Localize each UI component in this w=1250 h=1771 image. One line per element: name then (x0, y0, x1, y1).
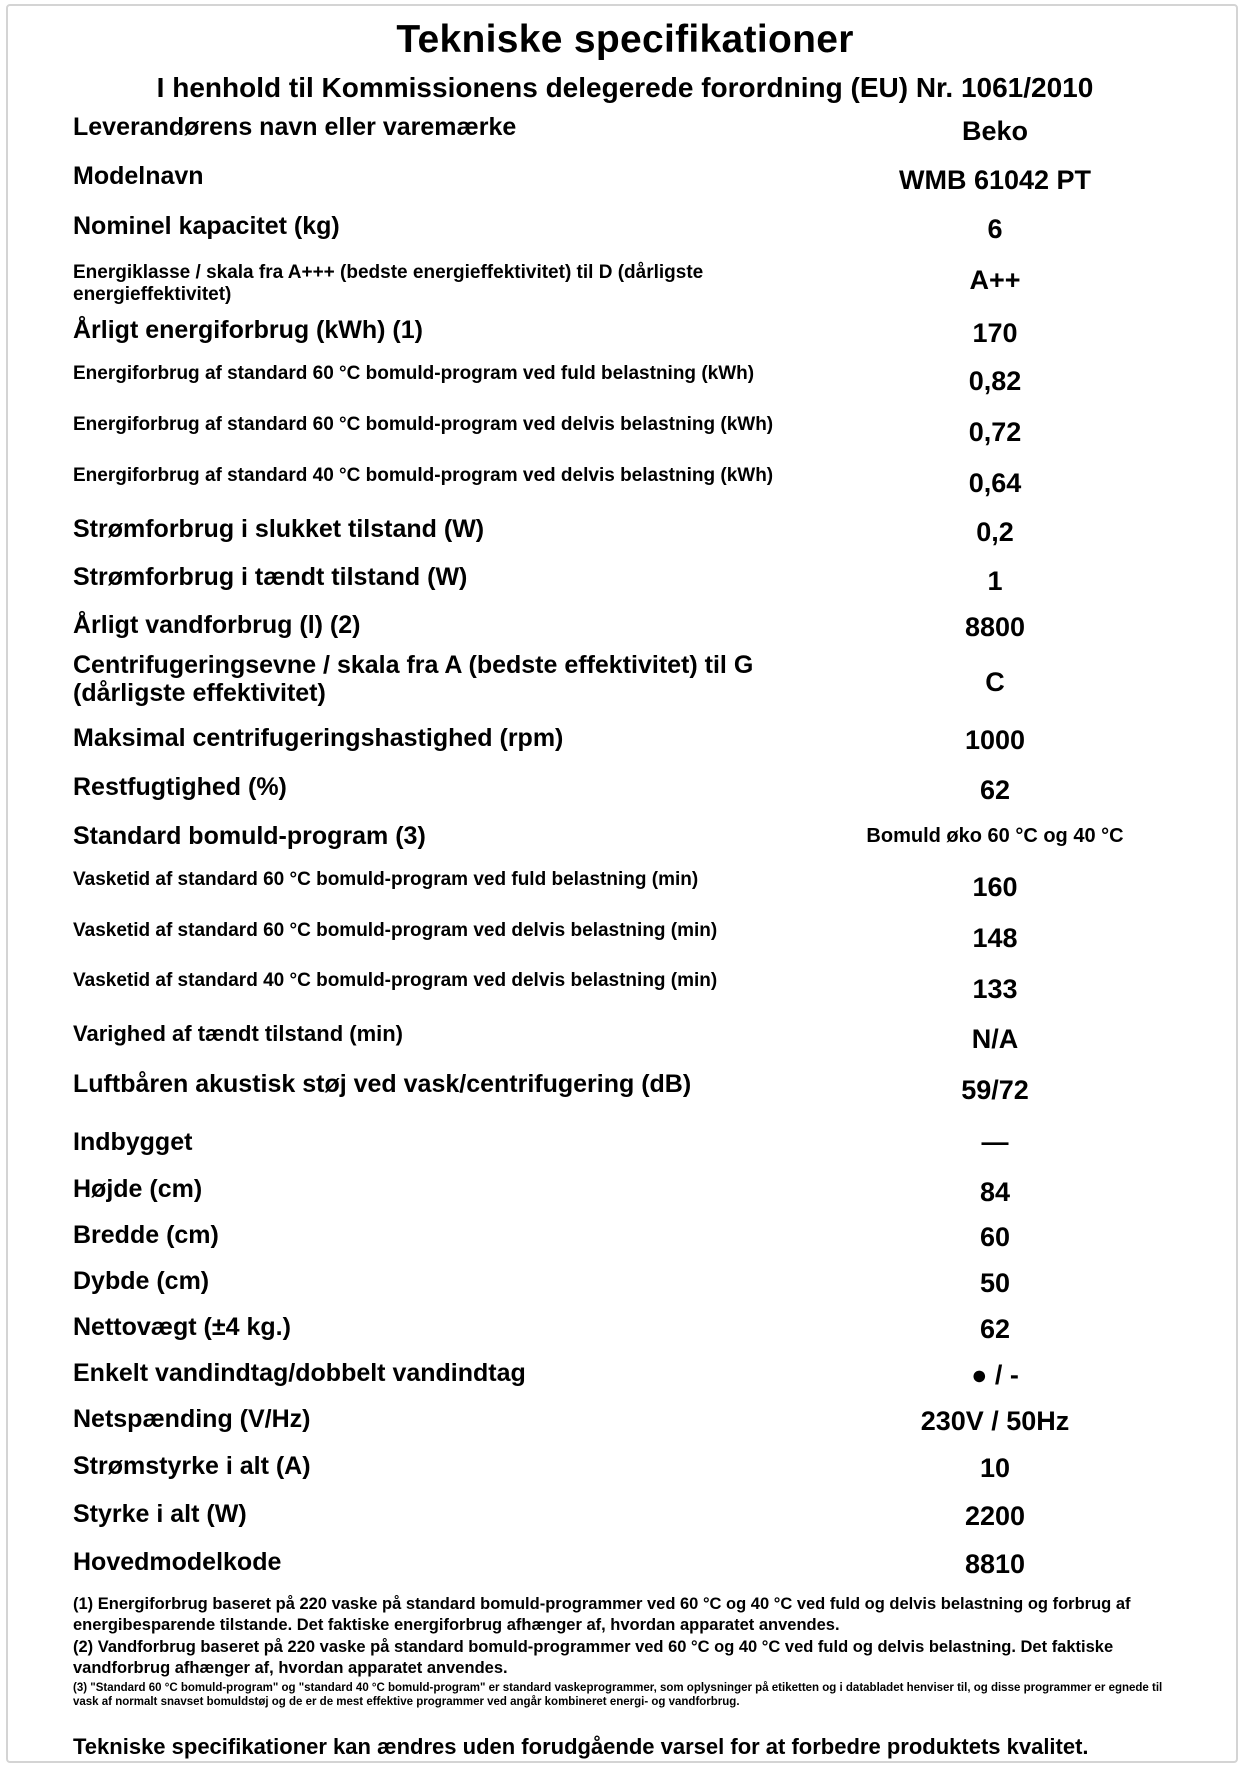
spec-value: 160 (972, 872, 1018, 902)
spec-label: Varighed af tændt tilstand (min) (73, 1021, 404, 1046)
spec-value: A++ (969, 265, 1021, 295)
spec-label: Netspænding (V/Hz) (73, 1405, 311, 1433)
spec-value: C (985, 667, 1005, 697)
spec-label: Leverandørens navn eller varemærke (73, 113, 517, 141)
spec-label: Vasketid af standard 60 °C bomuld-program ved delvis belastning (min) (73, 920, 718, 941)
disclaimer-footer: Tekniske specifikationer kan ændres uden forudgående varsel for at forbedre produktets kvalitet. (73, 1734, 1089, 1759)
spec-label: Restfugtighed (%) (73, 773, 287, 801)
spec-value: 0,64 (968, 468, 1022, 498)
spec-label: Energiklasse / skala fra A+++ (bedste energieffektivitet) til D (dårligste energieffektivitet) (73, 262, 704, 306)
spec-value: 1000 (964, 725, 1026, 755)
spec-value: 10 (979, 1453, 1011, 1483)
spec-value: 0,2 (976, 517, 1014, 547)
spec-value: 60 (979, 1222, 1011, 1252)
spec-label: Årligt energiforbrug (kWh) (1) (73, 316, 423, 344)
spec-label: Hovedmodelkode (73, 1548, 282, 1576)
spec-label: Energiforbrug af standard 40 °C bomuld-program ved delvis belastning (kWh) (73, 465, 774, 486)
spec-label: Enkelt vandindtag/dobbelt vandindtag (73, 1359, 526, 1387)
page-subtitle: I henhold til Kommissionens delegerede forordning (EU) Nr. 1061/2010 (156, 72, 1094, 103)
spec-label: Strømforbrug i tændt tilstand (W) (73, 563, 468, 591)
spec-value: — (981, 1127, 1009, 1157)
spec-label: Maksimal centrifugeringshastighed (rpm) (73, 724, 564, 752)
spec-value: 230V / 50Hz (920, 1406, 1070, 1436)
spec-value: 59/72 (961, 1075, 1029, 1105)
spec-label: Energiforbrug af standard 60 °C bomuld-program ved fuld belastning (kWh) (73, 363, 755, 384)
spec-label: Standard bomuld-program (3) (73, 822, 426, 850)
spec-value: 170 (972, 318, 1018, 348)
spec-label: Strømstyrke i alt (A) (73, 1452, 311, 1480)
spec-value: N/A (971, 1024, 1019, 1054)
spec-label: Indbygget (73, 1128, 193, 1156)
spec-label: Vasketid af standard 40 °C bomuld-program ved delvis belastning (min) (73, 970, 718, 991)
spec-value: Bomuld øko 60 °C og 40 °C (866, 825, 1124, 847)
spec-label: Vasketid af standard 60 °C bomuld-program ved fuld belastning (min) (73, 869, 699, 890)
spec-value: 62 (979, 1314, 1011, 1344)
spec-label: Dybde (cm) (73, 1267, 210, 1295)
footnote-1: (1) Energiforbrug baseret på 220 vaske på standard bomuld-programmer ved 60 °C og 40 °C ved fuld og delvis belastning og forbrug af energibesparende tilstande. Det faktiske energiforbrug afhænger af, hvordan apparatet anvendes. (73, 1595, 1131, 1634)
footnote-2: (2) Vandforbrug baseret på 220 vaske på standard bomuld-programmer ved 60 °C og 40 °C ved fuld og delvis belastning. Det faktiske vandforbrug afhænger af, hvordan apparatet anvendes. (73, 1638, 1114, 1677)
spec-label: Bredde (cm) (73, 1221, 219, 1249)
spec-label: Nettovægt (±4 kg.) (73, 1313, 291, 1341)
spec-value: 50 (979, 1268, 1011, 1298)
spec-label: Højde (cm) (73, 1175, 203, 1203)
spec-value: 84 (979, 1177, 1011, 1207)
spec-label: Styrke i alt (W) (73, 1500, 247, 1528)
spec-value: 8810 (964, 1549, 1026, 1579)
spec-label: Nominel kapacitet (kg) (73, 212, 340, 240)
spec-label: Centrifugeringsevne / skala fra A (bedste effektivitet) til G (dårligste effektivitet) (73, 651, 754, 707)
spec-value: ● / - (971, 1360, 1019, 1390)
spec-label: Strømforbrug i slukket tilstand (W) (73, 515, 485, 543)
spec-label: Årligt vandforbrug (l) (2) (73, 611, 361, 639)
footnotes (73, 1594, 1183, 1710)
spec-value: WMB 61042 PT (898, 165, 1092, 195)
spec-value: 133 (972, 974, 1018, 1004)
spec-value: 62 (979, 775, 1011, 805)
spec-value: 0,82 (968, 366, 1022, 396)
spec-label: Luftbåren akustisk støj ved vask/centrifugering (dB) (73, 1070, 692, 1098)
spec-label: Energiforbrug af standard 60 °C bomuld-program ved delvis belastning (kWh) (73, 414, 774, 435)
spec-value: Beko (961, 116, 1029, 146)
spec-value: 6 (987, 214, 1003, 244)
spec-value: 2200 (964, 1501, 1026, 1531)
spec-value: 0,72 (968, 417, 1022, 447)
spec-value: 8800 (964, 612, 1026, 642)
page-title: Tekniske specifikationer (396, 18, 854, 61)
footnote-3: (3) "Standard 60 °C bomuld-program" og "standard 40 °C bomuld-program" er standard vaskeprogrammer, som oplysninger på etiketten og i databladet henviser til, og disse programmer er egnede til vask af normalt snavset bomuldstøj og de er de mest effektive programmer ved angår kombineret energi- og vandforbrug. (73, 1681, 1163, 1709)
spec-value: 148 (972, 923, 1018, 953)
spec-value: 1 (987, 566, 1003, 596)
spec-label: Modelnavn (73, 162, 204, 190)
